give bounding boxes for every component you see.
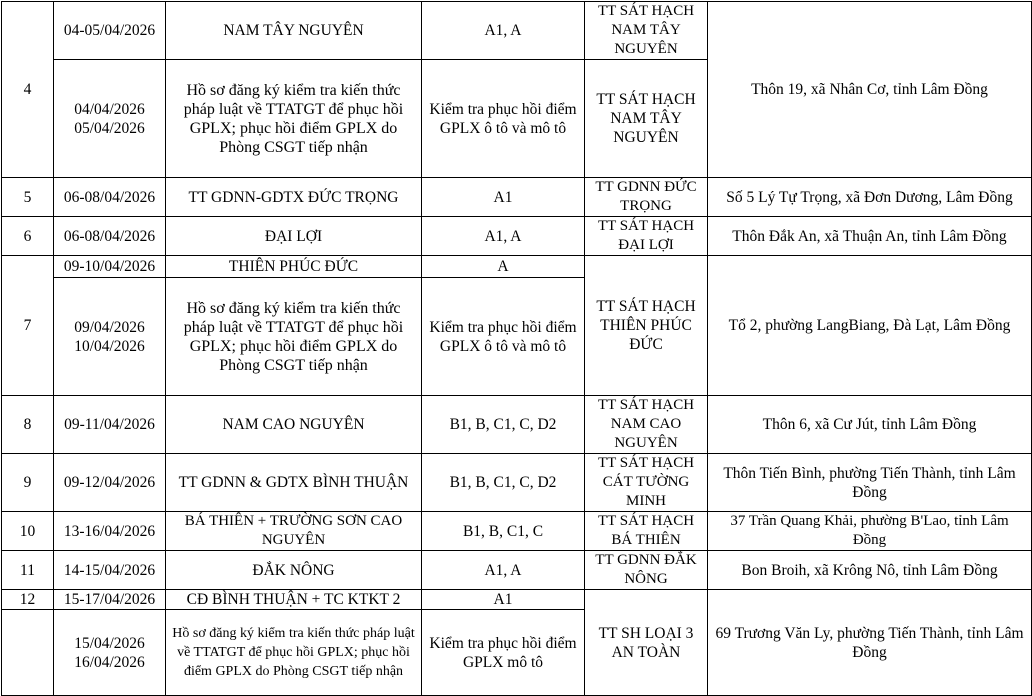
address-cell: Thôn Đắk An, xã Thuận An, tỉnh Lâm Đồng [708, 217, 1032, 256]
address-cell: Bon Broih, xã Krông Nô, tỉnh Lâm Đồng [708, 551, 1032, 590]
center-cell: TT SÁT HẠCH NAM CAO NGUYÊN [585, 396, 708, 454]
license-cell: A1 [422, 178, 585, 217]
date-line: 04/04/2026 [74, 100, 145, 118]
table-row [2, 217, 1032, 256]
center-cell: TT SH LOẠI 3 AN TOÀN [585, 590, 708, 696]
table-row [2, 551, 1032, 590]
unit-cell: NAM CAO NGUYÊN [166, 396, 422, 454]
stt-cell: 5 [2, 178, 54, 217]
date-line: 15/04/2026 [74, 634, 145, 652]
unit-cell: Hồ sơ đăng ký kiểm tra kiến thức pháp luật về TTATGT để phục hồi GPLX; phục hồi điểm GPLX do Phòng CSGT tiếp nhận [166, 278, 422, 396]
table-row [2, 454, 1032, 512]
table-row [2, 178, 1032, 217]
license-cell: A [422, 256, 585, 278]
address-cell: 37 Trần Quang Khải, phường B'Lao, tỉnh Lâm Đồng [708, 512, 1032, 551]
unit-cell: BÁ THIÊN + TRƯỜNG SƠN CAO NGUYÊN [166, 512, 422, 551]
stt-cell: 10 [2, 512, 54, 551]
date-line: 05/04/2026 [74, 119, 145, 137]
table-row [2, 396, 1032, 454]
date-cell [54, 60, 166, 178]
center-cell: TT SÁT HẠCH NAM TÂY NGUYÊN [585, 2, 708, 60]
address-cell: 69 Trương Văn Ly, phường Tiến Thành, tỉnh Lâm Đồng [708, 590, 1032, 696]
unit-cell: THIÊN PHÚC ĐỨC [166, 256, 422, 278]
unit-cell: TT GDNN & GDTX BÌNH THUẬN [166, 454, 422, 512]
table-row [2, 590, 1032, 610]
date-cell: 04-05/04/2026 [54, 2, 166, 60]
license-cell: A1, A [422, 2, 585, 60]
address-cell: Số 5 Lý Tự Trọng, xã Đơn Dương, Lâm Đồng [708, 178, 1032, 217]
stt-cell: 12 [2, 590, 54, 610]
address-cell: Thôn 19, xã Nhân Cơ, tỉnh Lâm Đồng [708, 2, 1032, 178]
license-cell: A1 [422, 590, 585, 610]
stt-cell: 7 [2, 256, 54, 396]
date-cell [54, 610, 166, 696]
center-cell: TT SÁT HẠCH BÁ THIÊN [585, 512, 708, 551]
stt-cell: 6 [2, 217, 54, 256]
unit-cell: CĐ BÌNH THUẬN + TC KTKT 2 [166, 590, 422, 610]
unit-cell: Hồ sơ đăng ký kiểm tra kiến thức pháp luật về TTATGT để phục hồi GPLX; phục hồi điểm GPLX do Phòng CSGT tiếp nhận [166, 610, 422, 696]
license-cell: B1, B, C1, C [422, 512, 585, 551]
unit-cell: ĐẮK NÔNG [166, 551, 422, 590]
date-line: 10/04/2026 [74, 337, 145, 355]
date-cell: 06-08/04/2026 [54, 178, 166, 217]
stt-cell: 8 [2, 396, 54, 454]
license-cell: B1, B, C1, C, D2 [422, 396, 585, 454]
date-cell: 13-16/04/2026 [54, 512, 166, 551]
stt-cell: 4 [2, 2, 54, 178]
center-cell: TT GDNN ĐẮK NÔNG [585, 551, 708, 590]
stt-cell: 9 [2, 454, 54, 512]
license-cell: B1, B, C1, C, D2 [422, 454, 585, 512]
date-cell: 15-17/04/2026 [54, 590, 166, 610]
date-line: 16/04/2026 [74, 653, 145, 671]
date-cell: 14-15/04/2026 [54, 551, 166, 590]
center-cell: TT SÁT HẠCH CÁT TƯỜNG MINH [585, 454, 708, 512]
date-cell: 06-08/04/2026 [54, 217, 166, 256]
center-cell: TT GDNN ĐỨC TRỌNG [585, 178, 708, 217]
license-cell: A1, A [422, 217, 585, 256]
address-cell: Thôn Tiến Bình, phường Tiến Thành, tỉnh Lâm Đồng [708, 454, 1032, 512]
center-cell: TT SÁT HẠCH NAM TÂY NGUYÊN [585, 60, 708, 178]
table-row [2, 512, 1032, 551]
unit-cell: NAM TÂY NGUYÊN [166, 2, 422, 60]
empty-stt-cell [2, 610, 54, 696]
date-cell: 09-12/04/2026 [54, 454, 166, 512]
center-cell: TT SÁT HẠCH ĐẠI LỢI [585, 217, 708, 256]
stt-cell: 11 [2, 551, 54, 590]
license-cell: A1, A [422, 551, 585, 590]
address-cell: Tổ 2, phường LangBiang, Đà Lạt, Lâm Đồng [708, 256, 1032, 396]
table-row [2, 256, 1032, 278]
license-cell: Kiểm tra phục hồi điểm GPLX mô tô [422, 610, 585, 696]
license-cell: Kiểm tra phục hồi điểm GPLX ô tô và mô tô [422, 278, 585, 396]
table-row [2, 2, 1032, 60]
schedule-table [1, 1, 1032, 696]
date-cell: 09-11/04/2026 [54, 396, 166, 454]
date-line: 09/04/2026 [74, 318, 145, 336]
address-cell: Thôn 6, xã Cư Jút, tỉnh Lâm Đồng [708, 396, 1032, 454]
date-cell: 09-10/04/2026 [54, 256, 166, 278]
unit-cell: TT GDNN-GDTX ĐỨC TRỌNG [166, 178, 422, 217]
unit-cell: ĐẠI LỢI [166, 217, 422, 256]
license-cell: Kiểm tra phục hồi điểm GPLX ô tô và mô tô [422, 60, 585, 178]
date-cell [54, 278, 166, 396]
center-cell: TT SÁT HẠCH THIÊN PHÚC ĐỨC [585, 256, 708, 396]
unit-cell: Hồ sơ đăng ký kiểm tra kiến thức pháp luật về TTATGT để phục hồi GPLX; phục hồi điểm GPLX do Phòng CSGT tiếp nhận [166, 60, 422, 178]
